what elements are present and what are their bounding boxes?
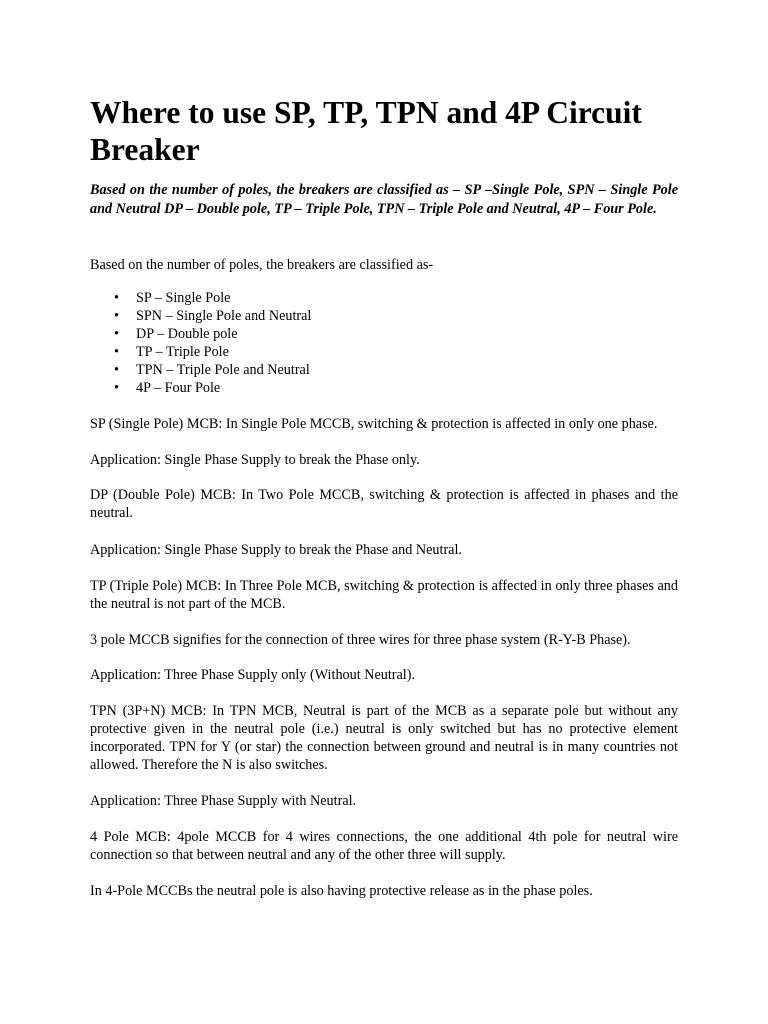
lead-paragraph: Based on the number of poles, the breakers are classified as – SP –Single Pole, SPN – Single Pole and Neutral DP – Double pole, TP – Triple Pole, TPN – Triple Pole and Neutral, 4P – Four Pole. [90,182,678,217]
bullet-icon: • [114,290,119,306]
paragraph-tp: TP (Triple Pole) MCB: In Three Pole MCB, switching & protection is affected in only three phases and the neutral is not part of the MCB. [90,578,678,612]
list-item: • 4P – Four Pole [114,379,221,396]
paragraph-tpn-application: Application: Three Phase Supply with Neutral. [90,793,357,809]
list-item: • SPN – Single Pole and Neutral [114,307,312,324]
bullet-icon: • [114,343,119,360]
paragraph-3-pole: 3 pole MCCB signifies for the connection of three wires for three phase system (R-Y-B Phase). [90,632,631,648]
list-item: • TPN – Triple Pole and Neutral [114,361,310,378]
paragraph-sp-application: Application: Single Phase Supply to break the Phase only. [90,452,420,468]
paragraph-sp: SP (Single Pole) MCB: In Single Pole MCCB, switching & protection is affected in only one phase. [90,416,658,432]
page-title: Where to use SP, TP, TPN and 4P Circuit Breaker [90,95,642,167]
paragraph-tp-application: Application: Three Phase Supply only (Without Neutral). [90,667,416,683]
bullet-icon: • [114,307,119,324]
intro-paragraph: Based on the number of poles, the breakers are classified as- [90,257,434,273]
paragraph-4-pole: 4 Pole MCB: 4pole MCCB for 4 wires connections, the one additional 4th pole for neutral wire connection so that between neutral and any of the other three will supply. [90,829,678,863]
list-item: • TP – Triple Pole [114,343,229,360]
list-item: • DP – Double pole [114,325,238,342]
bullet-icon: • [114,325,119,342]
paragraph-tpn: TPN (3P+N) MCB: In TPN MCB, Neutral is part of the MCB as a separate pole but without any protective given in the neutral pole (i.e.) neutral is only switched but has no protective element incorporated. TPN for Y (or star) the connection between ground and neutral is in many countries not allowed. Therefore the N is also switches. [90,703,678,773]
paragraph-dp-application: Application: Single Phase Supply to break the Phase and Neutral. [90,542,462,558]
bullet-icon: • [114,379,119,396]
pole-type-list [90,290,678,397]
bullet-icon: • [114,361,119,378]
paragraph-4-pole-note: In 4-Pole MCCBs the neutral pole is also having protective release as in the phase poles. [90,883,593,899]
paragraph-dp: DP (Double Pole) MCB: In Two Pole MCCB, switching & protection is affected in phases and the neutral. [90,487,678,521]
list-item: • SP – Single Pole [114,290,231,306]
